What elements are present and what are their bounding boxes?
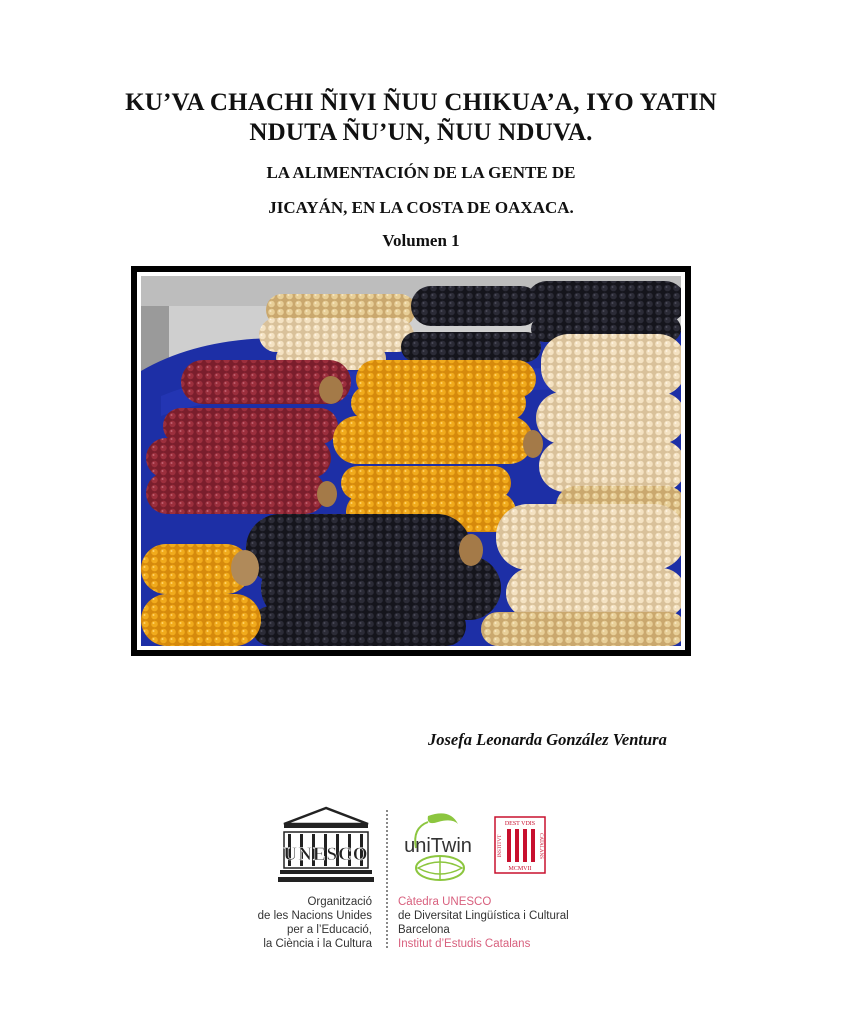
chair-text [398,895,569,951]
title-line-1: KU’VA CHACHI ÑIVI ÑUU CHIKUA’A, IYO YATIN [125,89,717,116]
org-line: Organització [307,896,372,908]
svg-text:MCMVII: MCMVII [508,866,532,872]
svg-text:INSTITVT: INSTITVT [498,834,503,858]
unesco-logo [278,806,374,886]
author-name: Josefa Leonarda González Ventura [428,730,667,749]
svg-text:CATALANS: CATALANS [538,833,543,859]
unitwin-logo [398,808,478,886]
chair-line: de Diversitat Lingüística i Cultural [398,910,569,922]
chair-line: Institut d’Estudis Catalans [398,938,531,950]
chair-line: Càtedra UNESCO [398,896,492,908]
chair-line: Barcelona [398,924,450,936]
unesco-logo-text: UNESCO [283,844,369,865]
unitwin-logo-text: uniTwin [404,835,472,857]
svg-text:DEST VDIS: DEST VDIS [504,821,536,827]
volume-label: Volumen 1 [382,231,460,250]
org-line: per a l’Educació, [286,924,372,936]
org-line: la Ciència i la Cultura [263,938,372,950]
iec-seal-logo [494,816,546,874]
logo-divider [386,810,388,948]
subtitle-line-1: LA ALIMENTACIÓN DE LA GENTE DE [266,163,576,182]
subtitle-line-2: JICAYÁN, EN LA COSTA DE OAXACA. [268,198,574,217]
unesco-organization-text [258,895,372,951]
cover-photo-frame [131,266,691,656]
org-line: de les Nacions Unides [257,910,372,922]
corn-cobs-photo [141,276,681,646]
title-line-2: NDUTA ÑU’UN, ÑUU NDUVA. [249,119,593,146]
